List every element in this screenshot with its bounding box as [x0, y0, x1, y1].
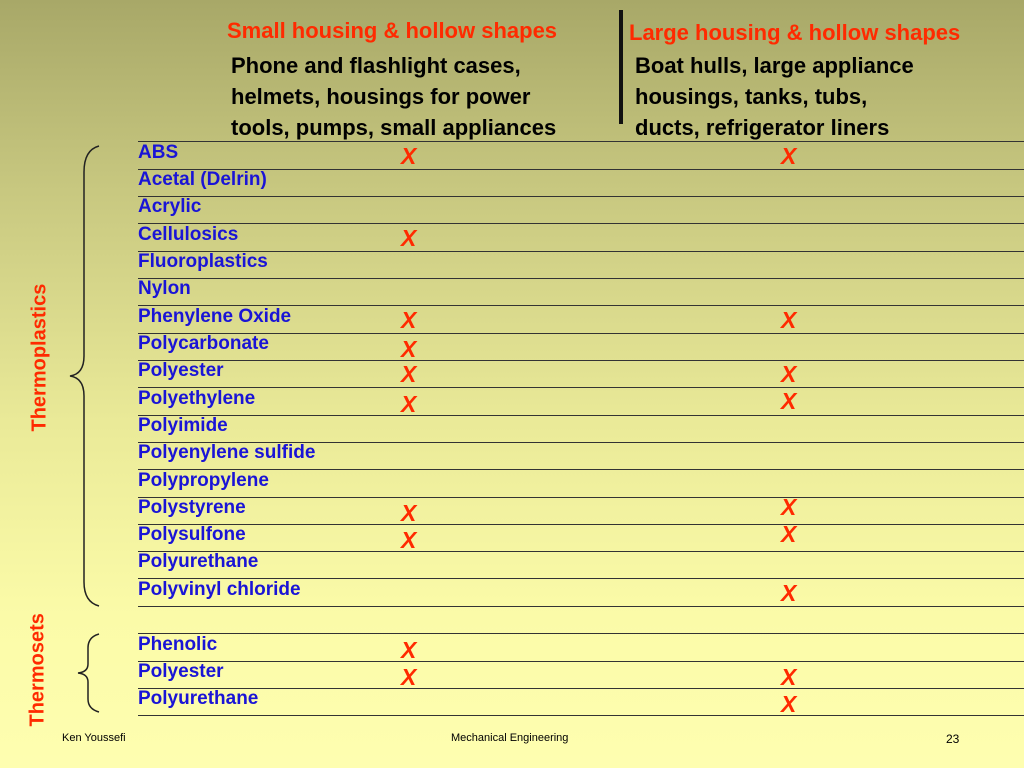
- desc-line: helmets, housings for power: [231, 84, 531, 109]
- material-name: Phenylene Oxide: [138, 306, 292, 327]
- desc-line: tools, pumps, small appliances: [231, 115, 557, 140]
- small-mark: X: [401, 664, 417, 690]
- table-row: [138, 306, 1024, 334]
- group-braces: [0, 0, 140, 768]
- material-name: Polyenylene sulfide: [138, 442, 316, 463]
- column-title-large: Large housing & hollow shapes: [629, 20, 961, 45]
- large-mark: X: [781, 664, 797, 690]
- material-name: Polyester: [138, 661, 224, 682]
- small-mark: X: [401, 336, 417, 362]
- material-name: Nylon: [138, 278, 191, 299]
- material-name: Cellulosics: [138, 224, 239, 245]
- page-number: 23: [946, 732, 960, 746]
- material-name: ABS: [138, 142, 179, 163]
- material-name: Polyurethane: [138, 688, 259, 709]
- small-mark: X: [401, 225, 417, 251]
- table-row: [138, 579, 1024, 607]
- material-name: Phenolic: [138, 634, 218, 655]
- small-mark: X: [401, 143, 417, 169]
- material-name: Acrylic: [138, 196, 202, 217]
- column-desc-large: [635, 50, 914, 143]
- table-row: [138, 360, 1024, 388]
- group-label-thermosets: Thermosets: [26, 613, 49, 727]
- table-row: [138, 415, 1024, 443]
- thermoplastics-brace: [70, 146, 99, 606]
- small-mark: X: [401, 307, 417, 333]
- large-mark: X: [781, 307, 797, 333]
- small-mark: X: [401, 500, 417, 526]
- table-row: [138, 470, 1024, 498]
- table-row: [138, 661, 1024, 689]
- table-row: [138, 333, 1024, 361]
- material-name: Acetal (Delrin): [138, 169, 267, 190]
- table-row: [138, 551, 1024, 579]
- large-mark: X: [781, 691, 797, 717]
- desc-line: Phone and flashlight cases,: [231, 53, 521, 78]
- large-mark: X: [781, 361, 797, 387]
- column-desc-small: [231, 50, 556, 143]
- material-name: Polypropylene: [138, 470, 269, 491]
- desc-line: ducts, refrigerator liners: [635, 115, 890, 140]
- large-mark: X: [781, 580, 797, 606]
- material-name: Polyethylene: [138, 388, 256, 409]
- table-row: [138, 633, 1024, 662]
- thermosets-brace: [78, 634, 99, 712]
- small-mark: X: [401, 527, 417, 553]
- column-divider: [619, 10, 623, 124]
- small-mark: X: [401, 361, 417, 387]
- large-mark: X: [781, 521, 797, 547]
- material-name: Fluoroplastics: [138, 251, 268, 272]
- material-name: Polystyrene: [138, 497, 246, 518]
- group-label-thermoplastics: Thermoplastics: [28, 283, 51, 432]
- small-mark: X: [401, 637, 417, 663]
- table-row: [138, 278, 1024, 306]
- desc-line: housings, tanks, tubs,: [635, 84, 868, 109]
- table-row: [138, 224, 1024, 252]
- large-mark: X: [781, 494, 797, 520]
- desc-line: Boat hulls, large appliance: [635, 53, 914, 78]
- table-row: [138, 169, 1024, 197]
- table-row: [138, 251, 1024, 279]
- table-row: [138, 196, 1024, 224]
- footer-center: Mechanical Engineering: [451, 732, 569, 744]
- table-row: [138, 688, 1024, 716]
- table-row: [138, 141, 1024, 170]
- table-row: [138, 388, 1024, 416]
- table-row: [138, 442, 1024, 470]
- large-mark: X: [781, 143, 797, 169]
- table-row: [138, 521, 1024, 553]
- large-mark: X: [781, 388, 797, 414]
- material-name: Polyester: [138, 360, 224, 381]
- material-name: Polyimide: [138, 415, 228, 436]
- material-name: Polyurethane: [138, 551, 259, 572]
- material-name: Polyvinyl chloride: [138, 579, 301, 600]
- small-mark: X: [401, 391, 417, 417]
- footer-author: Ken Youssefi: [62, 732, 126, 744]
- material-name: Polycarbonate: [138, 333, 269, 354]
- table-row: [138, 494, 1024, 526]
- material-name: Polysulfone: [138, 524, 246, 545]
- column-title-small: Small housing & hollow shapes: [227, 18, 558, 43]
